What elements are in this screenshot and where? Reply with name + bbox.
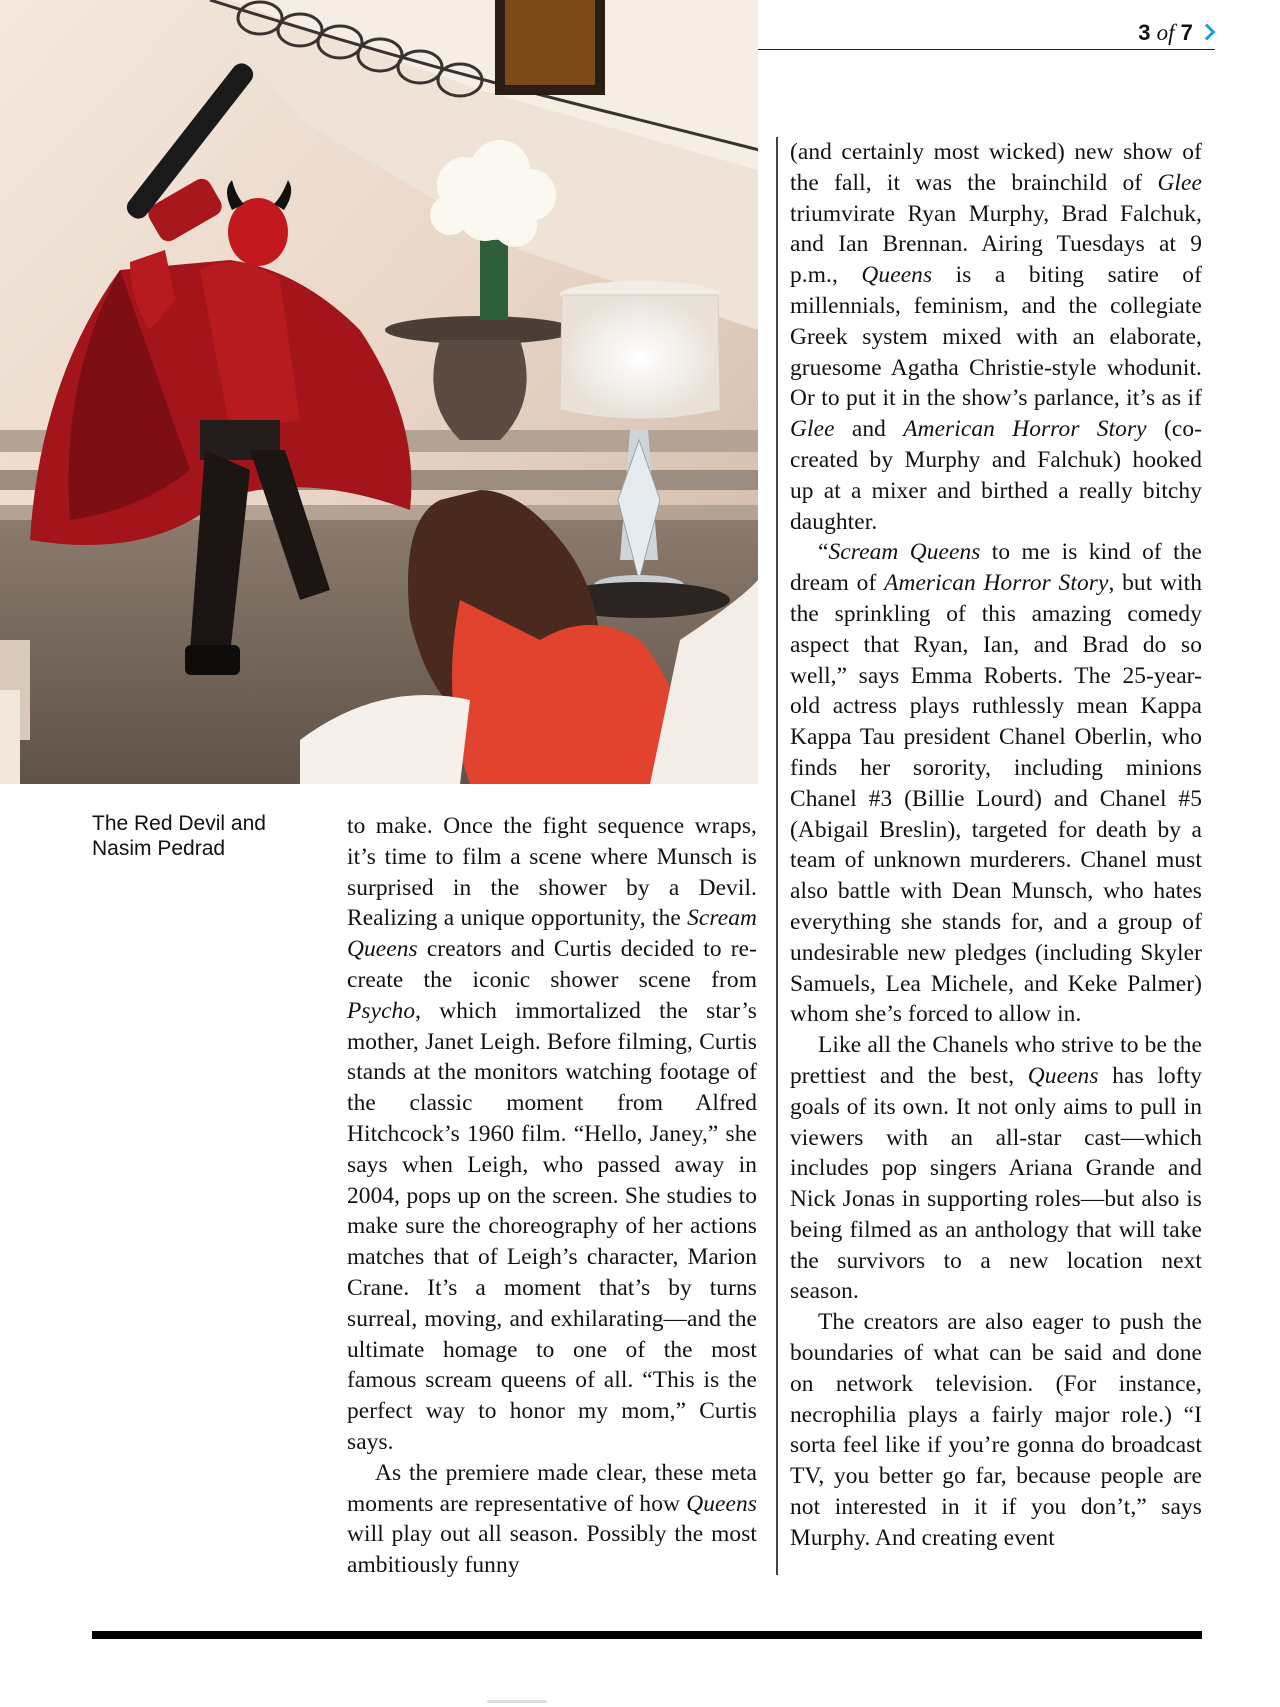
photo-caption — [92, 811, 322, 861]
paragraph: The creators are also eager to push the boundaries of what can be said and done on network television. (For instance, necrophilia plays a fairly major role.) “I sorta feel like if you’re gonna do broadcast TV, you better go far, because people are not interested in it if you don’t,” says Murphy. And creating event — [790, 1309, 1202, 1551]
next-page-chevron-icon[interactable] — [1199, 24, 1216, 41]
paragraph: (and certainly most wicked) new show of the fall, it was the brainchild of Glee triumvirate Ryan Murphy, Brad Falchuk, and Ian Brennan. Airing Tuesdays at 9 p.m., Queens is a biting satire of millennials, feminism, and the collegiate Greek system mixed with an elaborate, gruesome Agatha Christie-style whodunit. Or to put it in the show’s parlance, it’s as if Glee and American Horror Story (co-created by Murphy and Falchuk) hooked up at a mixer and birthed a really bitchy daughter. — [790, 139, 1203, 535]
paragraph: As the premiere made clear, these meta moments are representative of how Queens will play out all season. Possibly the most ambitiously funny — [347, 1459, 757, 1579]
footer-rule — [92, 1631, 1202, 1639]
paragraph: Like all the Chanels who strive to be the prettiest and the best, Queens has lofty goals of its own. It not only aims to pull in viewers with an all-star cast—which includes pop singers Ariana Grande and Nick Jonas in supporting roles—but also is being filmed as an anthology that will take the survivors to a new location next season. — [790, 1032, 1202, 1305]
caption-line-1: The Red Devil and — [92, 812, 266, 835]
article-photo — [0, 0, 758, 784]
page-of-label: of — [1156, 20, 1175, 45]
paragraph: “Scream Queens to me is kind of the dream of American Horror Story, but with the sprinkling of this amazing comedy aspect that Ryan, Ian, and Brad do so well,” says Emma Roberts. The 25-year-old actress plays ruthlessly mean Kappa Kappa Tau president Chanel Oberlin, who finds her sorority, including minions Chanel #3 (Billie Lourd) and Chanel #5 (Abigail Breslin), targeted for death by a team of unknown murderers. Chanel must also battle with Dean Munsch, who hates everything she stands for, and a group of undesirable new pledges (including Skyler Samuels, Lea Michele, and Keke Palmer) whom she’s forced to allow in. — [790, 539, 1202, 1028]
column-divider — [776, 137, 778, 1575]
page-indicator — [757, 0, 1215, 50]
scroll-handle[interactable] — [487, 1700, 547, 1703]
paragraph: to make. Once the fight sequence wraps, it’s time to film a scene where Munsch is surprised in the shower by a Devil. Realizing a unique opportunity, the Scream Queens creators and Curtis decided to re-create the iconic shower scene from Psycho, which immortalized the star’s mother, Janet Leigh. Before filming, Curtis stands at the monitors watching footage of the classic moment from Alfred Hitchcock’s 1960 film. “Hello, Janey,” she says when Leigh, who passed away in 2004, pops up on the screen. She studies to make sure the choreography of her actions matches that of Leigh’s character, Marion Crane. It’s a moment that’s by turns surreal, moving, and exhilarating—and the ultimate homage to one of the most famous scream queens of all. “This is the perfect way to honor my mom,” Curtis says. — [347, 813, 757, 1455]
article-column-left — [347, 811, 757, 1581]
current-page-number: 3 — [1138, 20, 1151, 45]
article-column-right — [790, 137, 1202, 1554]
total-pages-number: 7 — [1180, 20, 1193, 45]
caption-line-2: Nasim Pedrad — [92, 837, 226, 860]
